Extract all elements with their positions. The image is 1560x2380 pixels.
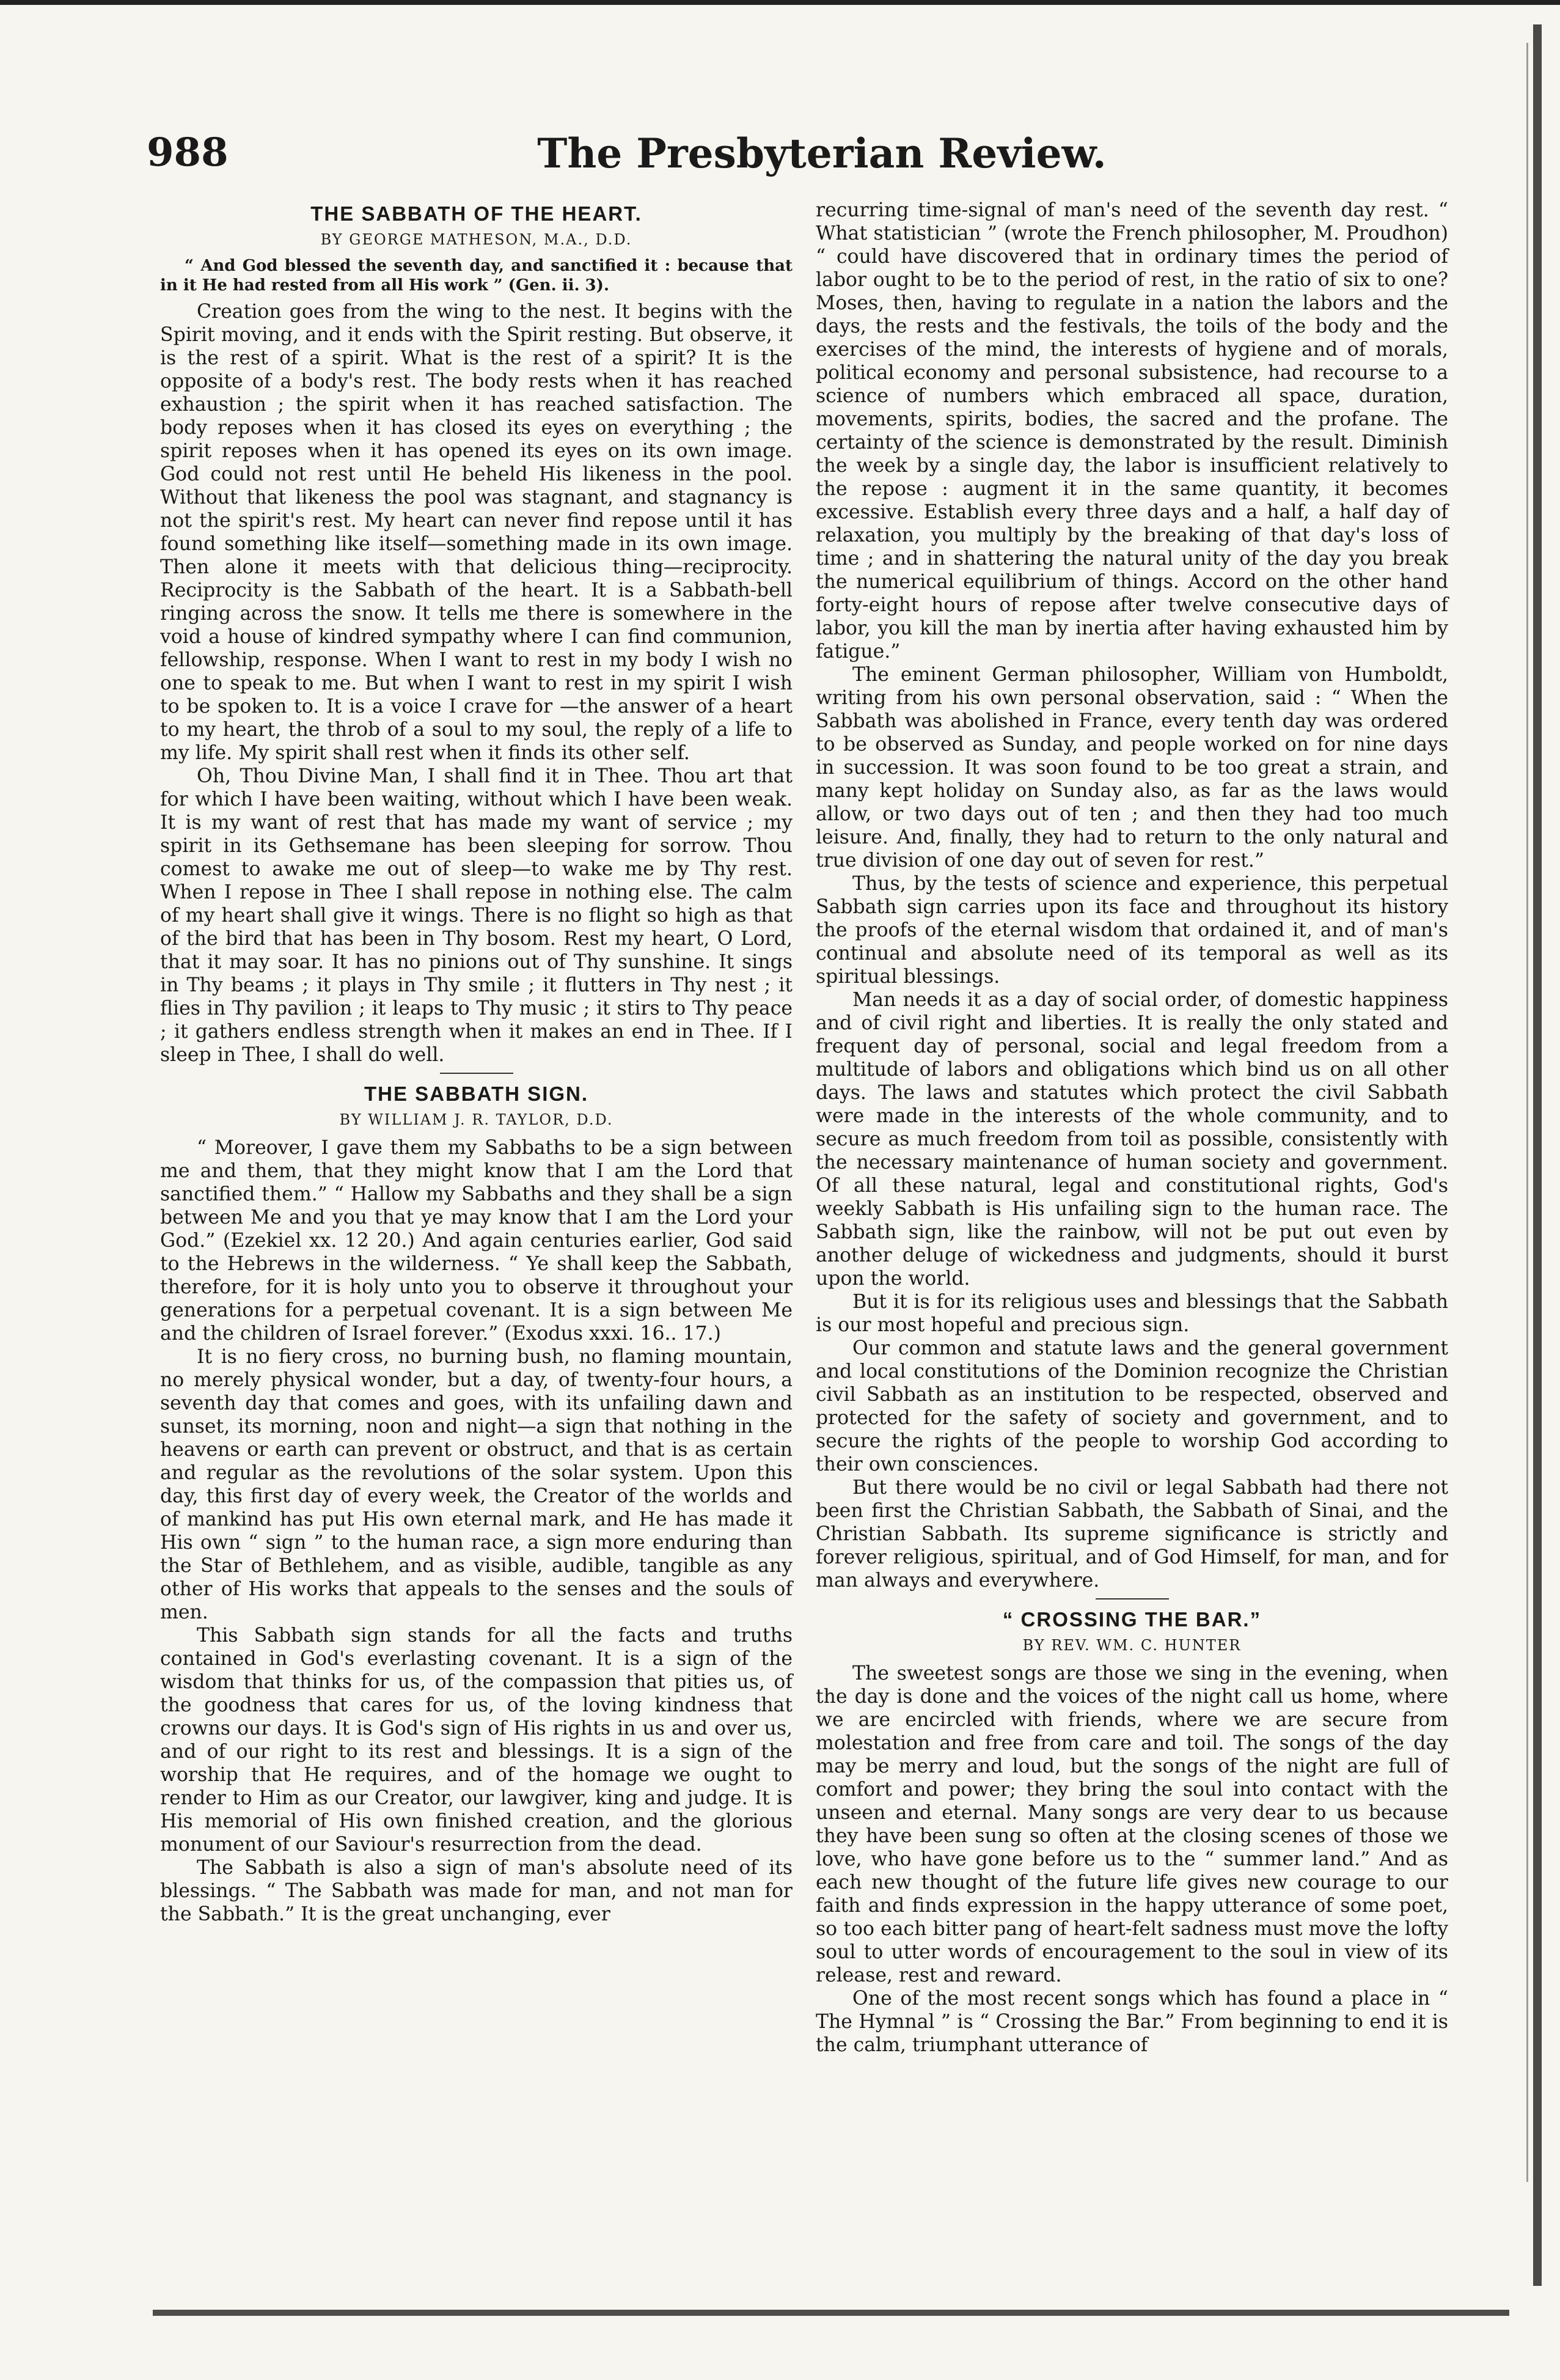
running-head: The Presbyterian Review. (537, 130, 1107, 177)
paragraph: “ Moreover, I gave them my Sabbaths to be a sign between me and them, that they might know that I am the Lord that sanctified them.” “ Hallow my Sabbaths and they shall be a sign between Me and you that ye may know that I am the Lord your God.” (Ezekiel xx. 12 20.) And again centuries earlier, God said to the Hebrews in the wilderness. “ Ye shall keep the Sabbath, therefore, for it is holy unto you to observe it throughout your generations for a perpetual covenant. It is a sign between Me and the children of Israel forever.” (Exodus xxxi. 16.. 17.) (160, 1137, 793, 1345)
paragraph: Our common and statute laws and the general government and local constitutions of the Dominion recognize the Christian civil Sabbath as an institution to be respected, observed and protected for the safety of society and government, and to secure the rights of the people to worship God according to their own consciences. (816, 1337, 1448, 1475)
paragraph: It is no fiery cross, no burning bush, no flaming mountain, no merely physical wonder, but a day, of twenty-four hours, a seventh day that comes and goes, with its unfailing dawn and sunset, its morning, noon and night—a sign that nothing in the heavens or earth can prevent or obstruct, and that is as certain and regular as the revolutions of the solar system. Upon this day, this first day of every week, the Creator of the worlds and of mankind has put His own eternal mark, and He has made it His own “ sign ” to the human race, a sign more enduring than the Star of Bethlehem, and as visible, audible, tangible as any other of His works that appeals to the senses and the souls of men. (160, 1346, 793, 1623)
binding-edge-shadow (1533, 24, 1542, 2286)
paragraph: recurring time-signal of man's need of the seventh day rest. “ What statistician ” (wrote the French philosopher, M. Proudhon) “ could have discovered that in ordinary times the period of labor ought to be to the period of rest, in the ratio of six to one? Moses, then, having to regulate in a nation the labors and the days, the rests and the festivals, the toils of the body and the exercises of the mind, the interests of hygiene and of morals, political economy and personal subsistence, had recourse to a science of numbers which embraced all space, duration, movements, spirits, bodies, the sacred and the profane. The certainty of the science is demonstrated by the result. Diminish the week by a single day, the labor is insufficient relatively to the repose : augment it in the same quantity, it becomes excessive. Establish every three days and a half, a half day of relaxation, you multiply by the breaking of that day's loss of time ; and in shattering the natural unity of the day you break the numerical equilibrium of things. Accord on the other hand forty-eight hours of repose after twelve consecutive days of labor, you kill the man by inertia after having exhausted him by fatigue.” (816, 199, 1448, 663)
article-byline-matheson: BY GEORGE MATHESON, M.A., D.D. (320, 231, 632, 248)
page-header (147, 130, 1497, 185)
page-number: 988 (147, 130, 229, 175)
article-title-sabbath-sign: THE SABBATH SIGN. (364, 1082, 589, 1105)
paragraph: One of the most recent songs which has found a place in “ The Hymnal ” is “ Crossing the Bar.” From beginning to end it is the calm, triumphant utterance of (816, 1988, 1448, 2056)
binding-edge-line (1526, 43, 1528, 2182)
right-column (816, 199, 1448, 2057)
paragraph: The eminent German philosopher, William von Humboldt, writing from his own personal observation, said : “ When the Sabbath was abolished in France, every tenth day was ordered to be observed as Sunday, and people worked on for nine days in succession. It was soon found to be too great a strain, and many kept holiday on Sunday also, as far as the laws would allow, or two days out of ten ; and then they had too much leisure. And, finally, they had to return to the only natural and true division of one day out of seven for rest.” (816, 664, 1448, 872)
paragraph: Thus, by the tests of science and experience, this perpetual Sabbath sign carries upon its face and throughout its history the proofs of the eternal wisdom that ordained it, and of man's continual and absolute need of its temporal as well as its spiritual blessings. (816, 873, 1448, 988)
article-byline-taylor: BY WILLIAM J. R. TAYLOR, D.D. (339, 1111, 613, 1128)
paragraph: The sweetest songs are those we sing in the evening, when the day is done and the voices of the night call us home, where we are encircled with friends, where we are secure from molestation and free from care and toil. The songs of the day may be merry and loud, but the songs of the night are full of comfort and power; they bring the soul into contact with the unseen and eternal. Many songs are very dear to us because they have been sung so often at the closing scenes of those we love, who have gone before us to the “ summer land.” And as each new thought of the future life gives new courage to our faith and finds expression in the happy utterance of some poet, so too each bitter pang of heart-felt sadness must move the lofty soul to utter words of encouragement to the soul in view of its release, rest and reward. (816, 1662, 1448, 1986)
paragraph: But it is for its religious uses and blessings that the Sabbath is our most hopeful and precious sign. (816, 1291, 1448, 1336)
top-border-rule (0, 0, 1560, 5)
article-separator (440, 1073, 513, 1074)
paragraph: Creation goes from the wing to the nest. It begins with the Spirit moving, and it ends with the Spirit resting. But observe, it is the rest of a spirit. What is the rest of a spirit? It is the opposite of a body's rest. The body rests when it has reached exhaustion ; the spirit when it has reached satisfaction. The body reposes when it has closed its eyes on everything ; the spirit reposes when it has opened its eyes on its own image. God could not rest until He beheld His likeness in the pool. Without that likeness the pool was stagnant, and stagnancy is not the spirit's rest. My heart can never find repose until it has found something like itself—something made in its own image. Then alone it meets with that delicious thing—reciprocity. Reciprocity is the Sabbath of the heart. It is a Sabbath-bell ringing across the snow. It tells me there is somewhere in the void a house of kindred sympathy where I can find communion, fellowship, response. When I want to rest in my body I wish no one to speak to me. But when I want to rest in my spirit I wish to be spoken to. It is a voice I crave for —the answer of a heart to my heart, the throb of a soul to my soul, the reply of a life to my life. My spirit shall rest when it finds its other self. (160, 301, 793, 764)
left-column (160, 199, 793, 1926)
paragraph: This Sabbath sign stands for all the facts and truths contained in God's everlasting covenant. It is a sign of the wisdom that thinks for us, of the compassion that pities us, of the goodness that cares for us, of the loving kindness that crowns our days. It is God's sign of His rights in us and over us, and of our right to its rest and blessings. It is a sign of the worship that He requires, and of the homage we ought to render to Him as our Creator, our lawgiver, king and judge. It is His memorial of His own finished creation, and the glorious monument of our Saviour's resurrection from the dead. (160, 1625, 793, 1856)
paragraph: But there would be no civil or legal Sabbath had there not been first the Christian Sabbath, the Sabbath of Sinai, and the Christian Sabbath. Its supreme significance is strictly and forever religious, spiritual, and of God Himself, for man, and for man always and everywhere. (816, 1477, 1448, 1592)
paragraph: Man needs it as a day of social order, of domestic happiness and of civil right and liberties. It is really the only stated and frequent day of personal, social and legal freedom from a multitude of labors and obligations which bind us on all other days. The laws and statutes which protect the civil Sabbath were made in the interests of the whole community, and to secure as much freedom from toil as possible, consistently with the necessary maintenance of human society and government. Of all these natural, legal and constitutional rights, God's weekly Sabbath is His unfailing sign to the human race. The Sabbath sign, like the rainbow, will not be put out even by another deluge of wickedness and judgments, should it burst upon the world. (816, 989, 1448, 1290)
paragraph: Oh, Thou Divine Man, I shall find it in Thee. Thou art that for which I have been waiting, without which I have been weak. It is my want of rest that has made my want of service ; my spirit in its Gethsemane has been sleeping for sorrow. Thou comest to awake me out of sleep—to wake me by Thy rest. When I repose in Thee I shall repose in nothing else. The calm of my heart shall give it wings. There is no flight so high as that of the bird that has been in Thy bosom. Rest my heart, O Lord, that it may soar. It has no pinions out of Thy sunshine. It sings in Thy beams ; it plays in Thy smile ; it flutters in Thy nest ; it flies in Thy pavilion ; it leaps to Thy music ; it stirs to Thy peace ; it gathers endless strength when it makes an end in Thee. If I sleep in Thee, I shall do well. (160, 765, 793, 1066)
article-title-crossing-the-bar: “ CROSSING THE BAR.” (1002, 1608, 1262, 1631)
article-separator (1096, 1598, 1169, 1600)
paragraph: The Sabbath is also a sign of man's absolute need of its blessings. “ The Sabbath was made for man, and not man for the Sabbath.” It is the great unchanging, ever (160, 1857, 793, 1925)
article-epigraph: “ And God blessed the seventh day, and sanctified it : because that in it He had rested from all His work ” (Gen. ii. 3). (160, 257, 793, 295)
article-title-sabbath-of-heart: THE SABBATH OF THE HEART. (310, 202, 642, 225)
bottom-border-rule (153, 2310, 1509, 2316)
article-byline-hunter: BY REV. WM. C. HUNTER (1022, 1637, 1242, 1654)
